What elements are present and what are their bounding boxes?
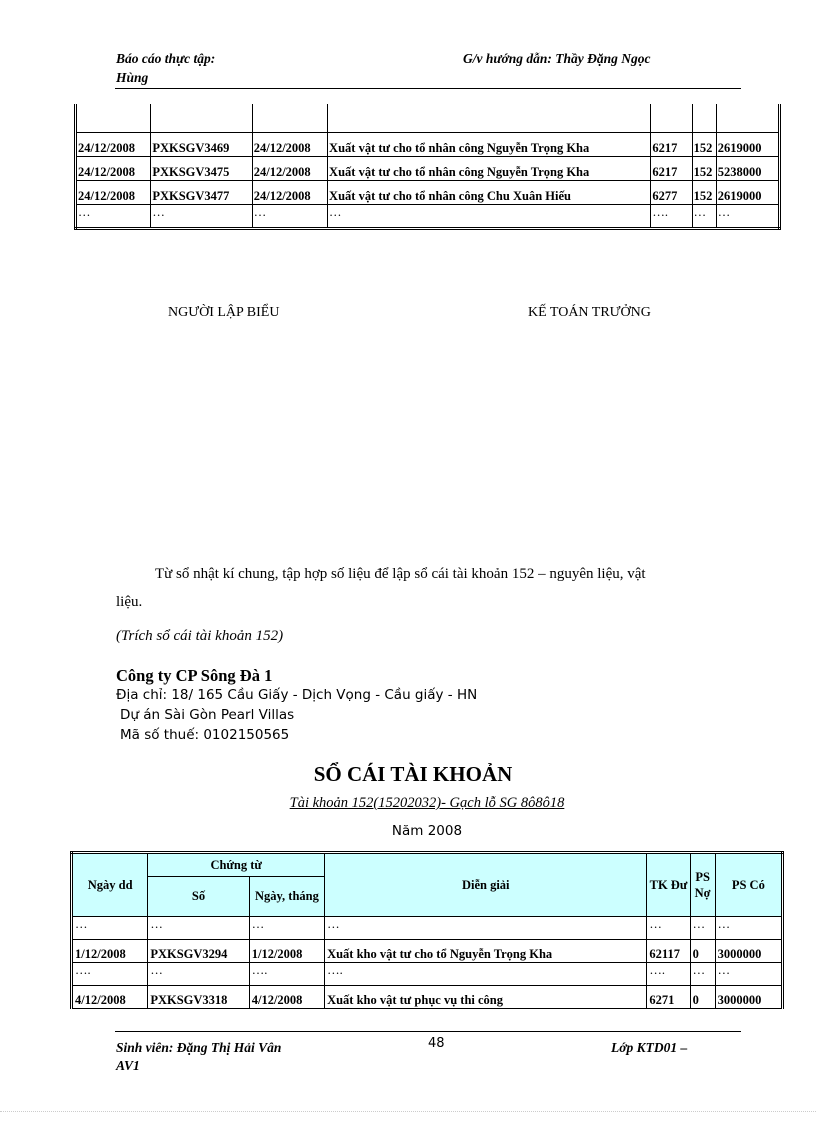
table-row: [76, 133, 780, 157]
paragraph-line: Từ sổ nhật kí chung, tập hợp số liệu để lập sổ cái tài khoản 152 – nguyên liệu, vật: [155, 566, 646, 582]
cell-voucher: PXKSGV3477: [151, 181, 252, 205]
header-report-label: Báo cáo thực tập:: [116, 51, 216, 66]
ledger-table: [70, 851, 784, 1009]
cell-voucher: PXKSGV3294: [148, 940, 249, 963]
table-row: [76, 181, 780, 205]
cell-voucher: PXKSGV3475: [151, 157, 252, 181]
paragraph-line-continued: liệu.: [116, 594, 143, 610]
ledger-year: Năm 2008: [391, 823, 463, 839]
cell-description: Xuất vật tư cho tổ nhân công Nguyễn Trọng Kha: [328, 133, 651, 157]
signature-preparer: NGƯỜI LẬP BIỂU: [168, 305, 280, 320]
table-row-ellipsis: … … … … …. … …: [76, 205, 780, 229]
table-row: [76, 157, 780, 181]
table-row-ellipsis: …. … …. …. …. … …: [72, 963, 783, 986]
cell-voucher-date: 24/12/2008: [252, 181, 327, 205]
company-tax-code: Mã số thuế: 0102150565: [120, 727, 290, 743]
cell-credit-account: 152: [692, 133, 716, 157]
col-header-voucher: Chứng từ: [148, 853, 325, 877]
cell-voucher: PXKSGV3318: [148, 986, 249, 1009]
cell-tk-du: 6271: [647, 986, 690, 1009]
ledger-title: SỔ CÁI TÀI KHOẢN: [313, 762, 513, 786]
cell-description: Xuất vật tư cho tổ nhân công Nguyễn Trọng Kha: [328, 157, 651, 181]
col-header-date: Ngày dd: [72, 853, 148, 917]
table-row: [72, 940, 783, 963]
cell-description: Xuất kho vật tư cho tổ Nguyễn Trọng Kha: [325, 940, 647, 963]
cell-ps-co: 3000000: [715, 986, 782, 1009]
cell-date: 4/12/2008: [72, 986, 148, 1009]
col-header-voucher-date: Ngày, tháng: [249, 877, 324, 917]
cell-date: 1/12/2008: [72, 940, 148, 963]
cell-voucher: PXKSGV3469: [151, 133, 252, 157]
cell-voucher-date: 24/12/2008: [252, 157, 327, 181]
table-row-ellipsis: … … … … … … …: [72, 917, 783, 940]
col-header-tk-du: TK Đư: [647, 853, 690, 917]
ledger-account: Tài khoản 152(15202032)- Gạch lỗ SG 8ô8ô18: [289, 795, 565, 811]
header-report-label-continued: Hùng: [116, 70, 149, 85]
cell-voucher-date: 4/12/2008: [249, 986, 324, 1009]
footer-student: Sinh viên: Đặng Thị Hải Vân: [116, 1040, 282, 1055]
company-project: Dự án Sài Gòn Pearl Villas: [120, 707, 295, 723]
cell-description: Xuất kho vật tư phục vụ thi công: [325, 986, 647, 1009]
col-header-ps-no: PS Nợ: [690, 853, 715, 917]
cell-date: 24/12/2008: [76, 133, 151, 157]
table-row: [72, 986, 783, 1009]
journal-table-continued: [74, 104, 781, 230]
cell-ps-no: 0: [690, 940, 715, 963]
cell-tk-du: 62117: [647, 940, 690, 963]
cell-voucher-date: 24/12/2008: [252, 133, 327, 157]
cell-date: 24/12/2008: [76, 157, 151, 181]
company-address: Địa chỉ: 18/ 165 Cầu Giấy - Dịch Vọng - Cầu giấy - HN: [116, 687, 478, 703]
cell-description: Xuất vật tư cho tổ nhân công Chu Xuân Hiếu: [328, 181, 651, 205]
cell-debit-account: 6217: [651, 157, 692, 181]
cell-date: 24/12/2008: [76, 181, 151, 205]
cell-credit-account: 152: [692, 181, 716, 205]
col-header-number: Số: [148, 877, 249, 917]
page-edge: [0, 1111, 816, 1112]
signature-chief-accountant: KẾ TOÁN TRƯỞNG: [528, 305, 651, 320]
excerpt-note: (Trích sổ cái tài khoản 152): [116, 628, 284, 644]
cell-amount: 2619000: [716, 181, 779, 205]
footer-student-continued: AV1: [116, 1058, 140, 1073]
col-header-description: Diễn giải: [325, 853, 647, 917]
cell-ps-co: 3000000: [715, 940, 782, 963]
cell-debit-account: 6217: [651, 133, 692, 157]
col-header-ps-co: PS Có: [715, 853, 782, 917]
page-number: 48: [428, 1036, 445, 1051]
table-row: [76, 104, 780, 133]
footer-rule: [115, 1031, 741, 1032]
cell-debit-account: 6277: [651, 181, 692, 205]
company-name: Công ty CP Sông Đà 1: [116, 666, 273, 685]
cell-voucher-date: 1/12/2008: [249, 940, 324, 963]
cell-amount: 5238000: [716, 157, 779, 181]
footer-class: Lớp KTD01 –: [611, 1040, 688, 1055]
cell-ps-no: 0: [690, 986, 715, 1009]
table-header-row: [72, 853, 783, 877]
cell-amount: 2619000: [716, 133, 779, 157]
header-supervisor: G/v hướng dẫn: Thầy Đặng Ngọc: [463, 51, 651, 66]
cell-credit-account: 152: [692, 157, 716, 181]
header-rule: [115, 88, 741, 89]
